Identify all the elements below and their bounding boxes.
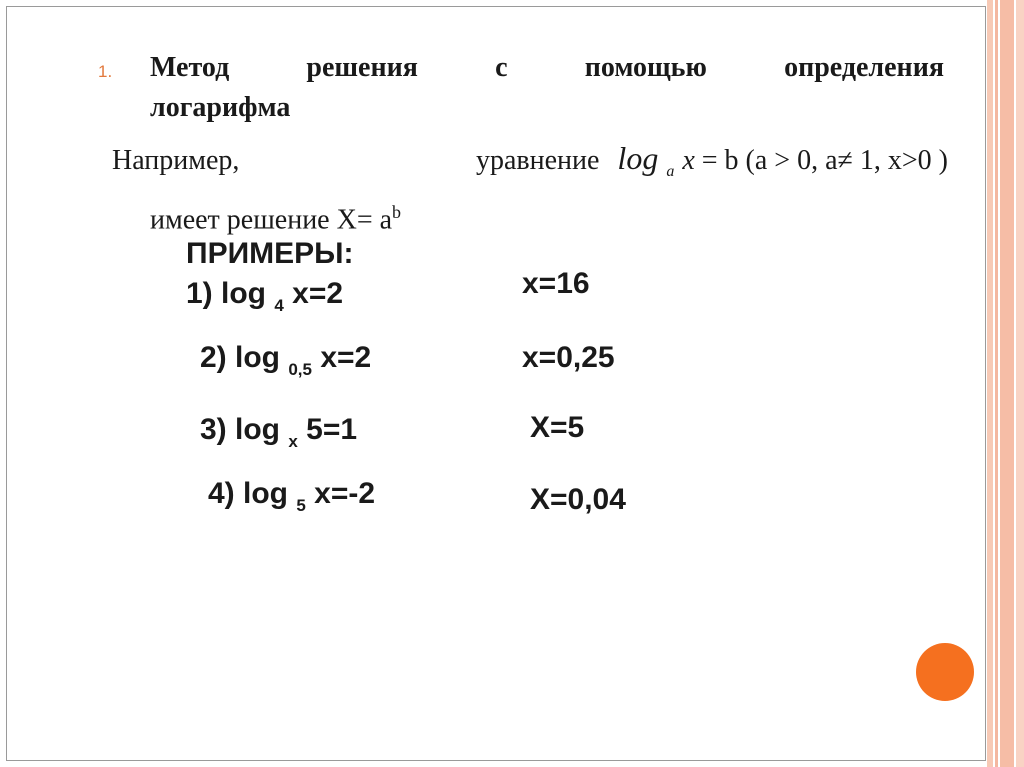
example-answer-3: X=5 (530, 411, 585, 444)
decorative-stripe (987, 0, 993, 767)
decorative-stripe (1000, 0, 1014, 767)
heading-word: помощью (584, 52, 707, 83)
example-paragraph (112, 138, 948, 240)
heading-word: решения (306, 52, 418, 83)
example-answer-2: x=0,25 (522, 341, 615, 374)
example-word: уравнение (475, 145, 600, 176)
example-equation-2: 2) log $_{0,5}$ x=2 (200, 341, 372, 379)
example-line-2 (112, 192, 948, 240)
list-number: 1. (98, 62, 113, 81)
example-lead: Например, (112, 145, 240, 176)
solution-text: имеет решение X= a (150, 203, 393, 235)
decorative-stripe (995, 0, 998, 767)
heading-line-2: логарифма (150, 92, 291, 123)
formula-var: x (682, 145, 695, 176)
example-line-1 (112, 138, 948, 192)
example-equation-4: 4) log $_5$ x=-2 (208, 477, 376, 515)
example-equation-1: 1) log $_4$ x=2 (186, 277, 344, 315)
formula-rest: = b (a > 0, a≠ 1, x>0 ) (701, 145, 948, 176)
decorative-circle (916, 643, 974, 701)
solution-exponent: b (392, 201, 402, 222)
heading-word: определения (784, 52, 944, 83)
heading-line-1 (150, 48, 944, 88)
example-equation (476, 138, 948, 192)
formula-log: log (617, 140, 659, 176)
examples-title: ПРИМЕРЫ: (186, 237, 354, 270)
heading-word: Метод (150, 52, 230, 83)
example-answer-1: x=16 (522, 267, 590, 300)
example-equation-3: 3) log $_x$ 5=1 (200, 413, 358, 451)
example-answer-4: X=0,04 (530, 483, 626, 516)
heading-word: с (495, 52, 508, 83)
formula-base: a (666, 162, 675, 180)
decorative-stripe (1016, 0, 1024, 767)
